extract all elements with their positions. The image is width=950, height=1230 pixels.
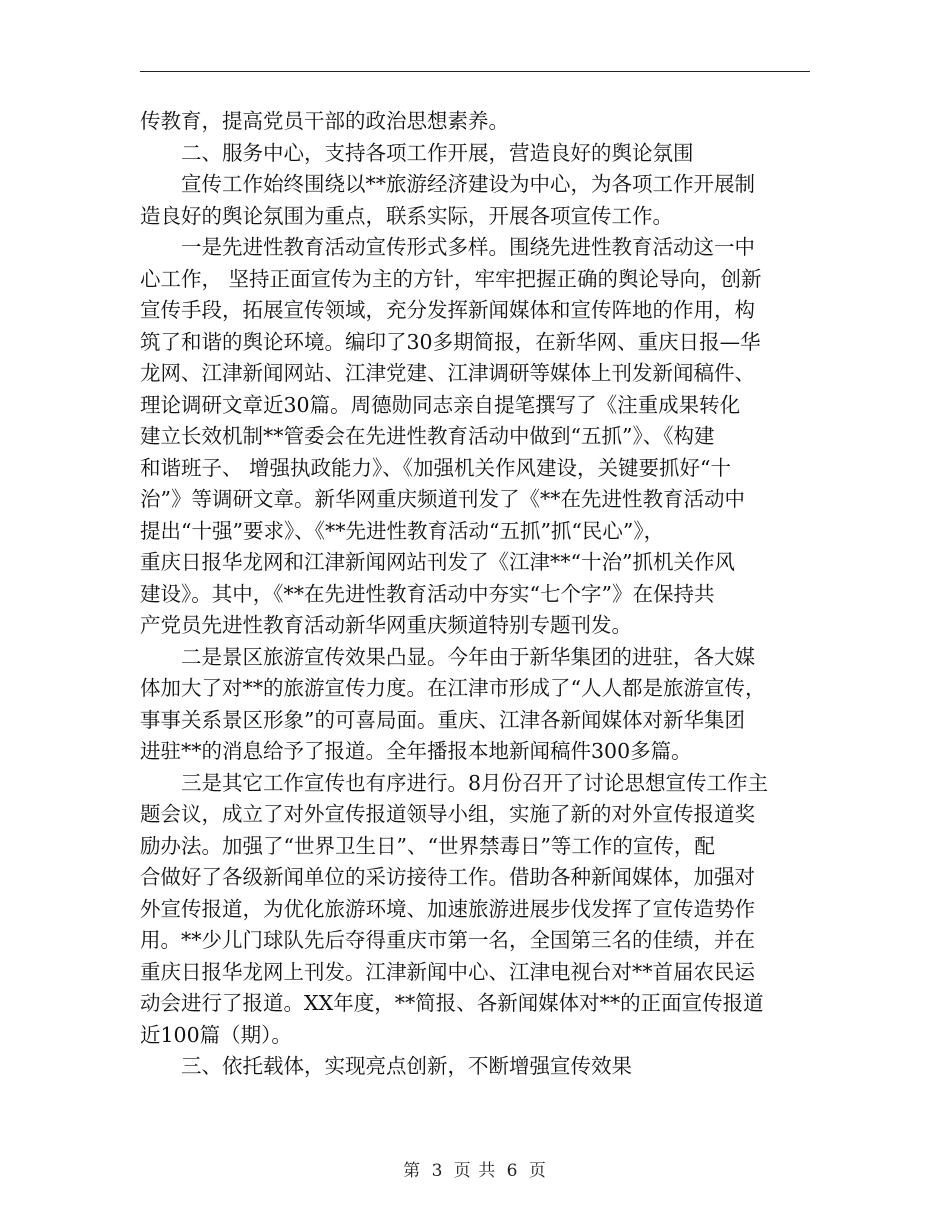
text-line: 心工作， 坚持正面宣传为主的方针，牢牢把握正确的舆论导向，创新: [140, 266, 762, 291]
text-line: 动会进行了报道。XX年度，**简报、各新闻媒体对**的正面宣传报道: [140, 991, 764, 1015]
text-line: 造良好的舆论氛围为重点，联系实际，开展各项宣传工作。: [140, 203, 673, 228]
footer-page-number: 3: [431, 1161, 444, 1181]
text-line: 重庆日报华龙网和江津新闻网站刊发了《江津**“十治”抓机关作风: [140, 550, 735, 574]
text-line: 治”》等调研文章。新华网重庆频道刊发了《**在先进性教育活动中: [140, 487, 745, 511]
text-line: 进驻**的消息给予了报道。全年播报本地新闻稿件300多篇。: [140, 739, 692, 763]
document-body: [140, 106, 810, 1083]
text-line: 二、服务中心，支持各项工作开展，营造良好的舆论氛围: [181, 140, 694, 165]
footer-total-pages: 6: [506, 1161, 519, 1181]
text-line: 近100篇（期）。: [140, 1022, 292, 1047]
text-line: 传教育，提高党员干部的政治思想素养。: [140, 109, 509, 133]
text-line: 理论调研文章近30篇。周德勋同志亲自提笔撰写了《注重成果转化: [140, 392, 741, 417]
text-line: 建立长效机制**管委会在先进性教育活动中做到“五抓”》、《构建: [140, 424, 715, 448]
text-line: 重庆日报华龙网上刊发。江津新闻中心、江津电视台对**首届农民运: [140, 959, 755, 984]
text-line: 三、依托载体，实现亮点创新，不断增强宣传效果: [181, 1054, 632, 1078]
text-line: 体加大了对**的旅游宣传力度。在江津市形成了“人人都是旅游宣传，: [140, 676, 766, 700]
text-line: 合做好了各级新闻单位的采访接待工作。借助各种新闻媒体，加强对: [140, 865, 755, 889]
text-line: 一是先进性教育活动宣传形式多样。围绕先进性教育活动这一中: [181, 235, 755, 259]
text-line: 和谐班子、 增强执政能力》、《加强机关作风建设，关键要抓好“十: [140, 455, 731, 480]
text-line: 事事关系景区形象”的可喜局面。重庆、江津各新闻媒体对新华集团: [140, 707, 745, 732]
text-line: 宣传手段，拓展宣传领域，充分发挥新闻媒体和宣传阵地的作用，构: [140, 298, 755, 322]
page-footer: [0, 1156, 950, 1181]
text-line: 龙网、江津新闻网站、江津党建、江津调研等媒体上刊发新闻稿件、: [140, 361, 755, 385]
footer-prefix: 第: [403, 1161, 422, 1181]
text-line: 三是其它工作宣传也有序进行。8月份召开了讨论思想宣传工作主: [181, 770, 769, 795]
text-line: 建设》。其中，《**在先进性教育活动中夯实“七个字”》在保持共: [140, 581, 715, 606]
text-line: 产党员先进性教育活动新华网重庆频道特别专题刊发。: [140, 613, 632, 637]
footer-suffix: 页: [528, 1161, 547, 1181]
footer-middle: 页 共: [453, 1161, 497, 1181]
text-line: 题会议，成立了对外宣传报道领导小组，实施了新的对外宣传报道奖: [140, 802, 755, 826]
text-line: 筑了和谐的舆论环境。编印了30多期简报，在新华网、重庆日报—华: [140, 329, 761, 354]
text-line: 用。**少儿门球队先后夺得重庆市第一名，全国第三名的佳绩，并在: [140, 928, 755, 952]
text-line: 提出“十强”要求》、《**先进性教育活动“五抓”抓“民心”》，: [140, 518, 665, 543]
text-line: 二是景区旅游宣传效果凸显。今年由于新华集团的进驻，各大媒: [181, 644, 755, 669]
header-rule: [140, 71, 810, 72]
text-line: 励办法。加强了“世界卫生日”、“世界禁毒日”等工作的宣传，配: [140, 833, 715, 858]
text-line: 宣传工作始终围绕以**旅游经济建设为中心，为各项工作开展制: [181, 172, 755, 196]
text-line: 外宣传报道，为优化旅游环境、加速旅游进展步伐发挥了宣传造势作: [140, 896, 755, 921]
